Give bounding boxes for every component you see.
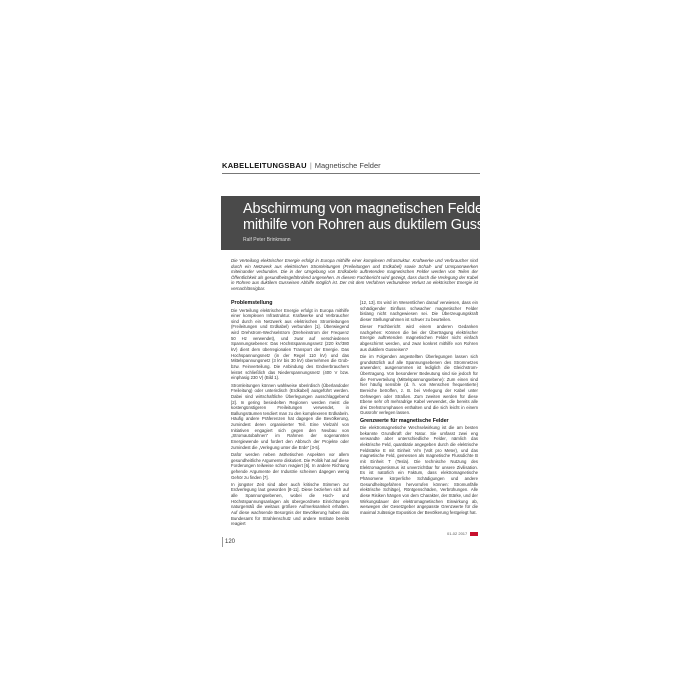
heading-problemstellung: Problemstellung (231, 300, 273, 306)
page-number-rule (222, 537, 223, 547)
title-line-2: mithilfe von Rohren aus duktilem Gusseisen (243, 217, 518, 233)
header-separator: | (309, 161, 312, 170)
paragraph: Dafür werden neben ästhetischen Aspekten vor allem gesundheitliche Argumente diskutiert. Die Politik hat auf diese Forderungen teilweise schon reagiert [6]. In andere Richtung gehende Argumente der Industrie scheinen dagegen wenig Gehör zu finden [7]. (231, 451, 349, 480)
right-column (360, 300, 478, 517)
paragraph: Die im Folgenden angestellten Überlegungen lassen sich grundsätzlich auf alle Spannungsebenen des Stromnetzes anwenden; ausgenommen ist lediglich die Gleichstrom-Übertragung. Von besonderer Bedeutung sind sie jedoch für die Fernverteilung (Mittelspannungsebene): Zum einen sind hier häufig sensible (d. h. von Menschen frequentierte) Bereiche betroffen, z. B. bei Verlegung der Kabel unter Gehwegen oder Straßen. Zum zweiten werden für diese Ebene sehr oft mehradrige Kabel verwendet, die bereits alle drei Drehstromphasen enthalten und die sich leicht in einem Gussrohr verlegen lassen. (360, 353, 478, 416)
publisher-mark (470, 532, 478, 536)
section-header (222, 160, 480, 172)
section-label: KABELLEITUNGSBAU (222, 161, 307, 170)
paragraph: Die Verteilung elektrischer Energie erfolgt in Europa mithilfe einer komplexen Infrastruktur. Kraftwerke und Verbraucher sind durch ein Netzwerk aus elektrischen Stromleitungen (Freileitungen und Erdkabel) verbunden [1]. Überwiegend wird Drehstrom-Wechselstrom (Dreheinstrom der Frequenz 50 Hz verwendet), und zwar auf verschiedenen Spannungsebenen: Das Höchstspannungsnetz (220 kV/380 kV) dient dem überregionalen Transport der Energie. Das Hochspannungsnetz (in der Regel 110 kV) und das Mittelspannungsnetz (3 kV bis 30 kV) übernehmen die Grob- bzw. Feinverteilung. Die Anbindung des Endverbrauchers leistet schließlich das Niederspannungsnetz (400 V bzw. einphasig 230 V) (Bild 1). (231, 307, 349, 381)
paragraph: Stromleitungen können wahlweise überirdisch (Überlandoder Freileitung) oder unterirdisch (Erdkabel) ausgeführt werden. Dabei sind wirtschaftliche Überlegungen ausschlaggebend [2]. In gering besiedelten Regionen werden meist die kostengünstigeren Freileitungen verwendet, in Ballungsräumen tendiert man zu den komplexeren Erdkabeln. Häufig andere Präferenzen hat dagegen die Bevölkerung, zumindest deren organisierter Teil. Eine Vielzahl von Initiativen engagiert sich gegen den Neubau von „Stromautobahnen“ im Rahmen der sogenannten Energiewende und fordert den Abbruch der Projekte oder zumindest die „Verlegung unter die Erde“ [3-5]. (231, 382, 349, 450)
page-number: 120 (225, 539, 236, 545)
abstract: Die Verteilung elektrischer Energie erfolgt in Europa mithilfe einer komplexen Infrastruktur. Kraftwerke und Verbraucher sind durch ein Netzwerk aus elektrischen Stromleitungen (Freileitungen und Erdkabel) sowie Schalt- und Umspannwerken miteinander verbunden. Die in der Umgebung von Erdkabeln auftretenden magnetischen Felder werden von Teilen der Öffentlichkeit als gesundheitsgefährdend angesehen. In diesem Fachbericht wird gezeigt, dass durch die Verlegung der Kabel in Rohren aus duktilem Gusseisen Abhilfe möglich ist. Der mit dem Verfahren verbundene Verlust an elektrischer Energie ist vernachlässigbar. (231, 258, 478, 291)
title-line-1: Abschirmung von magnetischen Feldern (243, 201, 496, 217)
title-banner (221, 196, 518, 250)
paragraph: [12, 13]. Es wird im Wesentlichen darauf verwiesen, dass ein schädigender Einfluss schwacher magnetischer Felder bislang nicht nachgewiesen sei. Die Überzeugungskraft dieser Stellungnahmen ist schwer zu beurteilen. (360, 300, 478, 322)
issue-reference: 01-02 2017 (447, 531, 468, 536)
paragraph: In jüngster Zeit sind aber auch kritische Stimmen zur Erdverlegung laut geworden [8-11]. Diese beziehen sich auf alle Spannungsebenen, wobei die Hoch- und Höchstspannungsanlagen als übergeordnete Einrichtungen naturgemäß die weitaus größere Aufmerksamkeit erhalten. Auf diese wachsende Besorgnis der Bevölkerung haben das Bundesamt für Strahlenschutz und andere Institute bereits reagiert (231, 481, 349, 527)
section-topic: Magnetische Felder (314, 161, 381, 170)
paragraph: Dieser Fachbericht wird einem anderen Gedanken nachgehen: Können die bei der Übertragung elektrischer Energie auftretenden magnetischen Felder nicht einfach abgeschirmt werden, und zwar konkret mithilfe von Rohren aus duktilem Gusseisen? (360, 324, 478, 352)
paragraph: Die elektromagnetische Wechselwirkung ist die am besten bekannte Grundkraft der Natur. Sie umfasst zwei eng verwandte aber unterschiedliche Felder, nämlich das elektrische Feld, quantitativ angegeben durch die elektrische Feldstärke E mit Einheit V/m (Volt pro Meter), und das magnetische Feld, gemessen als magnetische Flussdichte B mit Einheit T (Tesla). Die technische Nutzung des Elektromagnetismus ist unverzichtbar für unsere Zivilisation. Es ist natürlich ein Faktum, dass elektromagnetische Phänomene körperliche Schädigungen und andere Gesundheitsgefahren hervorrufen können: Stromunfälle elektrische Schläge), Röntgenschäden, Verbrühungen. Alle diese Risiken hängen von dem Charakter, der Stärke, und der Wirkungsdauer der elektromagnetischen Einwirkung ab, weswegen der Gesetzgeber angepasste Grenzwerte für die maximal zulässige Exposition der Bevölkerung festgelegt hat. (360, 425, 478, 515)
header-rule (222, 173, 480, 174)
author: Ralf Peter Brinkmann (243, 237, 291, 243)
heading-grenzwerte: Grenzwerte für magnetische Felder (360, 417, 449, 424)
left-column (231, 300, 349, 528)
